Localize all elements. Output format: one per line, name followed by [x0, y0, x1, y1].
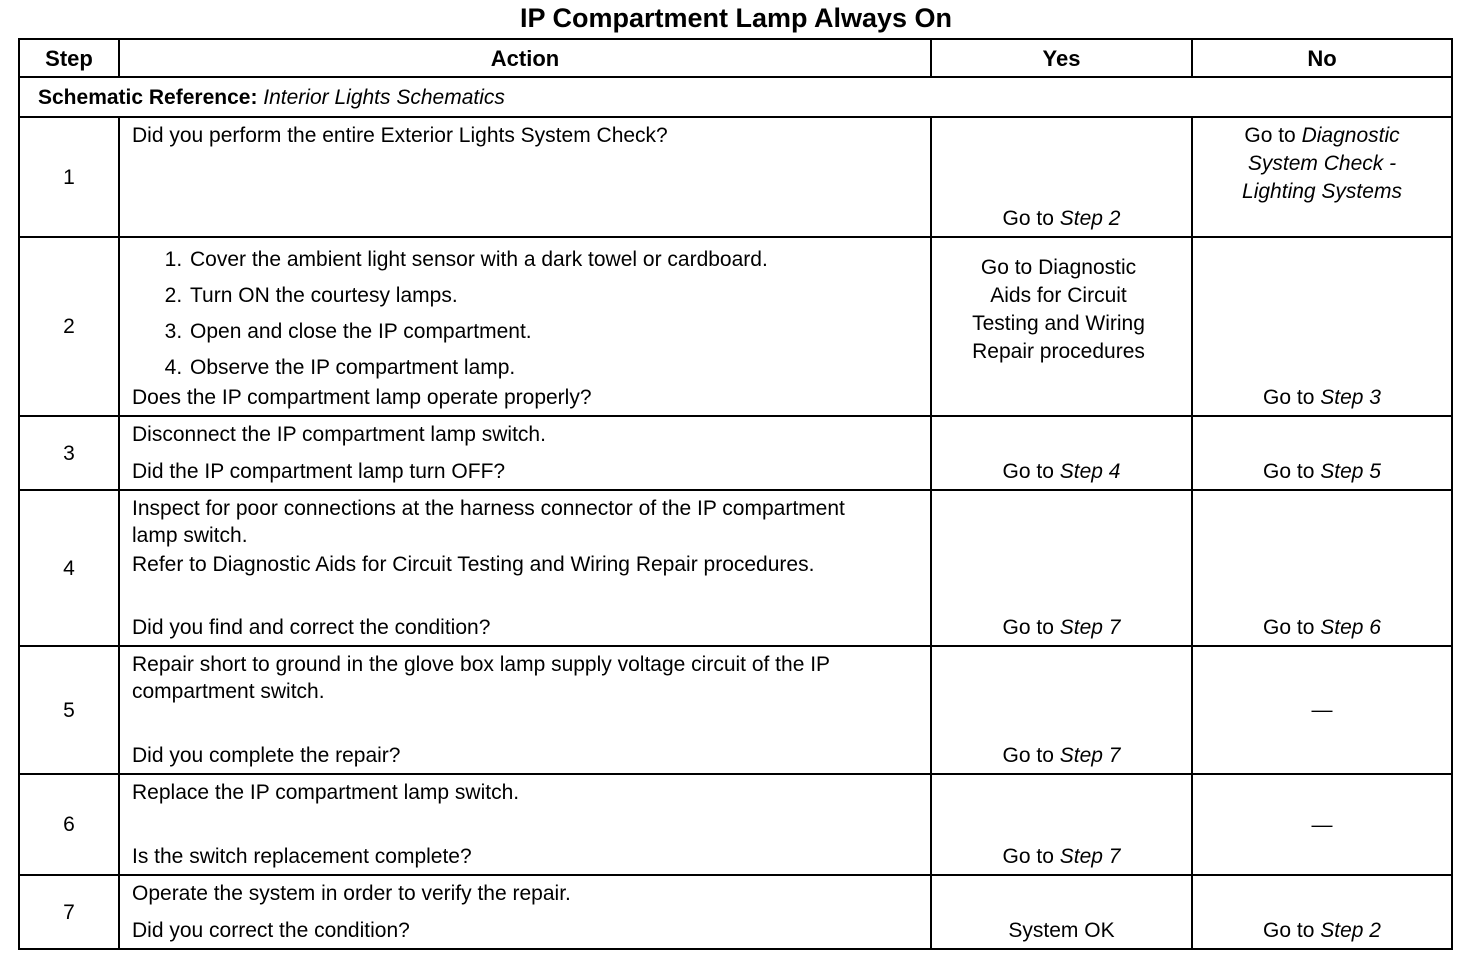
action-text: Refer to Diagnostic Aids for Circuit Testing and Wiring Repair procedures. [132, 553, 815, 576]
no-step-link: Step 2 [1320, 919, 1381, 942]
yes-cell [931, 416, 1192, 490]
yes-line: Go to Diagnostic [980, 256, 1137, 279]
action-text: Replace the IP compartment lamp switch. [132, 781, 520, 804]
action-question: Did you complete the repair? [132, 744, 401, 767]
yes-prefix: Go to [1002, 460, 1054, 483]
schematic-reference [19, 77, 1452, 117]
yes-line: Testing and Wiring [972, 312, 1145, 335]
no-dash: — [1311, 698, 1333, 722]
action-question: Did the IP compartment lamp turn OFF? [132, 460, 506, 483]
yes-step-link: Step 4 [1059, 460, 1121, 483]
action-cell [119, 875, 931, 949]
table-row [19, 875, 1452, 949]
no-step-link: Step 6 [1320, 616, 1381, 639]
header-step: Step [19, 39, 119, 77]
yes-step-link: Step 7 [1059, 845, 1121, 868]
no-cell [1192, 646, 1452, 774]
schematic-label: Schematic Reference: [38, 85, 258, 109]
action-text: Operate the system in order to verify the repair. [132, 882, 571, 905]
action-cell [119, 774, 931, 875]
yes-prefix: Go to [1002, 616, 1054, 639]
yes-cell [931, 237, 1192, 416]
yes-step-link: Step 2 [1059, 207, 1121, 230]
action-cell [119, 416, 931, 490]
step-number: 7 [19, 875, 119, 949]
no-link-line1: Diagnostic [1301, 124, 1400, 147]
yes-cell [931, 117, 1192, 237]
no-cell [1192, 490, 1452, 646]
header-no: No [1192, 39, 1452, 77]
header-yes: Yes [931, 39, 1192, 77]
yes-cell [931, 490, 1192, 646]
schematic-reference-row [19, 77, 1452, 117]
no-prefix: Go to [1263, 616, 1315, 639]
no-prefix: Go to [1263, 919, 1315, 942]
diagnostic-table [18, 38, 1453, 950]
yes-prefix: Go to [1002, 744, 1054, 767]
no-link-line3: Lighting Systems [1242, 180, 1402, 203]
no-step-link: Step 5 [1320, 460, 1381, 483]
table-row [19, 490, 1452, 646]
step-number: 3 [19, 416, 119, 490]
no-cell [1192, 875, 1452, 949]
yes-prefix: Go to [1002, 207, 1054, 230]
action-question: Does the IP compartment lamp operate properly? [132, 386, 592, 409]
yes-line: Aids for Circuit [990, 284, 1127, 307]
action-text: Did you perform the entire Exterior Lights System Check? [132, 124, 668, 147]
yes-cell [931, 646, 1192, 774]
action-cell [119, 237, 931, 416]
action-text: Inspect for poor connections at the harness connector of the IP compartment lamp switch. [132, 497, 845, 547]
list-item: 4. Observe the IP compartment lamp. [188, 350, 918, 386]
no-cell [1192, 237, 1452, 416]
no-link-line2: System Check - [1247, 152, 1397, 175]
action-cell [119, 646, 931, 774]
no-prefix: Go to [1263, 386, 1315, 409]
schematic-link: Interior Lights Schematics [263, 85, 505, 109]
no-step-link: Step 3 [1320, 386, 1381, 409]
yes-step-link: Step 7 [1059, 744, 1121, 767]
action-list [132, 242, 918, 386]
list-item: 2. Turn ON the courtesy lamps. [188, 278, 918, 314]
list-item: 3. Open and close the IP compartment. [188, 314, 918, 350]
yes-prefix: Go to [1002, 845, 1054, 868]
no-cell [1192, 774, 1452, 875]
yes-line: Repair procedures [972, 340, 1145, 363]
yes-cell [931, 774, 1192, 875]
action-text: Disconnect the IP compartment lamp switch. [132, 423, 546, 446]
table-row [19, 237, 1452, 416]
list-item: 1. Cover the ambient light sensor with a dark towel or cardboard. [188, 242, 918, 278]
step-number: 1 [19, 117, 119, 237]
action-question: Did you correct the condition? [132, 919, 410, 942]
yes-step-link: Step 7 [1059, 616, 1121, 639]
action-question: Is the switch replacement complete? [132, 845, 472, 868]
action-question: Did you find and correct the condition? [132, 616, 491, 639]
table-row [19, 117, 1452, 237]
step-number: 6 [19, 774, 119, 875]
step-number: 4 [19, 490, 119, 646]
step-number: 5 [19, 646, 119, 774]
header-action: Action [119, 39, 931, 77]
no-dash: — [1311, 813, 1333, 836]
table-row [19, 646, 1452, 774]
table-row [19, 774, 1452, 875]
action-text: Repair short to ground in the glove box lamp supply voltage circuit of the IP compartment switch. [132, 653, 830, 703]
no-prefix: Go to [1244, 124, 1296, 147]
page-title: IP Compartment Lamp Always On [519, 3, 953, 33]
action-cell [119, 117, 931, 237]
yes-result: System OK [1008, 919, 1115, 942]
step-number: 2 [19, 237, 119, 416]
no-cell [1192, 416, 1452, 490]
yes-cell [931, 875, 1192, 949]
no-cell [1192, 117, 1452, 237]
no-prefix: Go to [1263, 460, 1315, 483]
header-row [19, 39, 1452, 77]
action-cell [119, 490, 931, 646]
table-row [19, 416, 1452, 490]
